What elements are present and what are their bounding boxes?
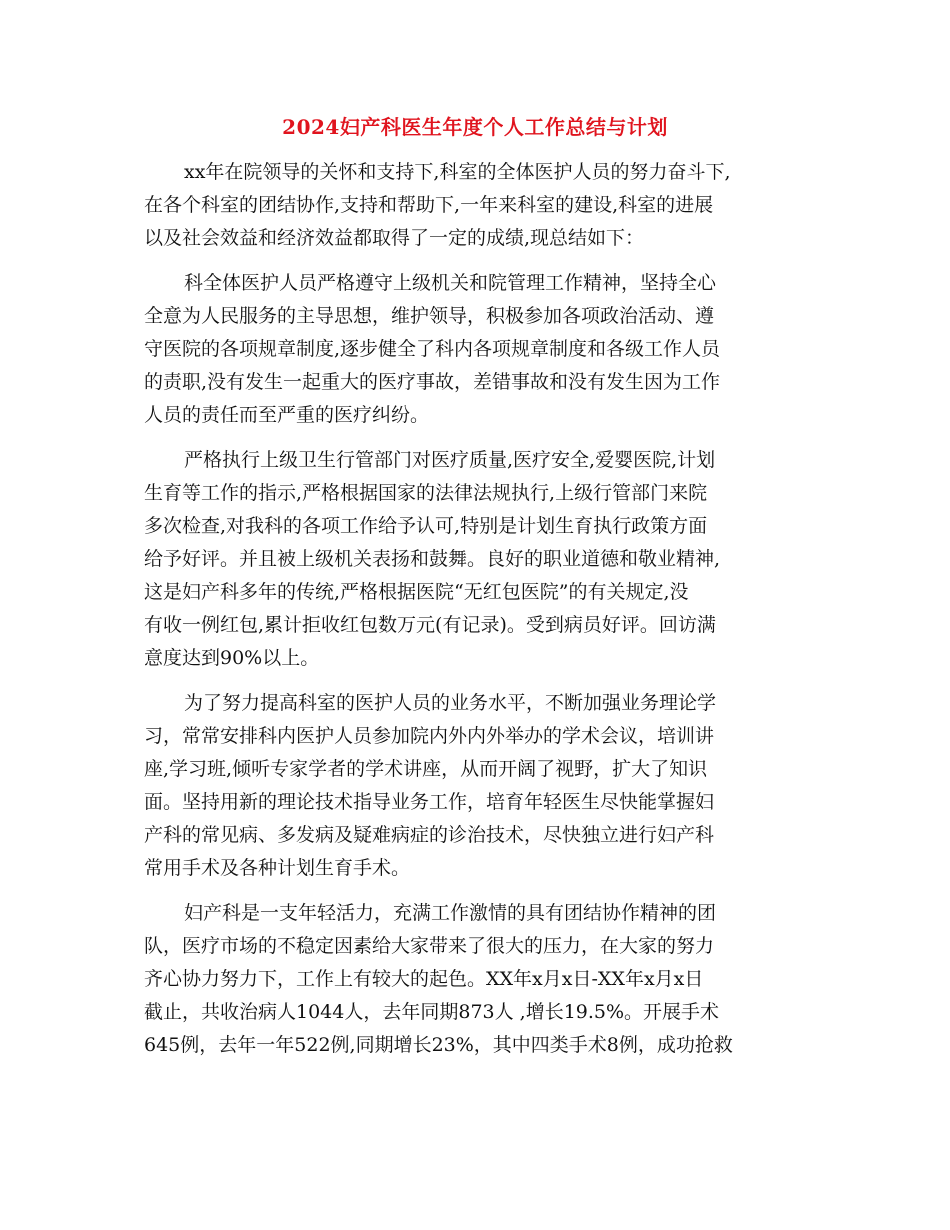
text-line: 在各个科室的团结协作,支持和帮助下,一年来科室的建设,科室的进展 bbox=[144, 194, 714, 216]
text-line: 常用手术及各种计划生育手术。 bbox=[144, 857, 411, 879]
text-line: 以及社会效益和经济效益都取得了一定的成绩,现总结如下： bbox=[144, 227, 645, 249]
text-line: xx年在院领导的关怀和支持下,科室的全体医护人员的努力奋斗下, bbox=[184, 161, 731, 183]
paragraph bbox=[144, 444, 824, 675]
text-line: 给予好评。并且被上级机关表扬和鼓舞。良好的职业道德和敬业精神, bbox=[144, 548, 721, 570]
text-line: 全意为人民服务的主导思想，维护领导，积极参加各项政治活动、遵 bbox=[144, 305, 715, 327]
text-line: 科全体医护人员严格遵守上级机关和院管理工作精神，坚持全心 bbox=[184, 272, 717, 294]
text-line: 的责职,没有发生一起重大的医疗事故，差错事故和没有发生因为工作 bbox=[144, 371, 721, 393]
paragraph bbox=[144, 687, 824, 885]
text-line: 产科的常见病、多发病及疑难病症的诊治技术，尽快独立进行妇产科 bbox=[144, 824, 715, 846]
document-title: 2024妇产科医生年度个人工作总结与计划 bbox=[282, 115, 668, 139]
text-line: 队，医疗市场的不稳定因素给大家带来了很大的压力，在大家的努力 bbox=[144, 935, 715, 957]
text-line: 生育等工作的指示,严格根据国家的法律法规执行,上级行管部门来院 bbox=[144, 482, 708, 504]
text-line: 习，常常安排科内医护人员参加院内外内外举办的学术会议，培训讲 bbox=[144, 725, 715, 747]
text-line: 守医院的各项规章制度,逐步健全了科内各项规章制度和各级工作人员 bbox=[144, 338, 721, 360]
text-line: 多次检查,对我科的各项工作给予认可,特别是计划生育执行政策方面 bbox=[144, 515, 708, 537]
text-line: 为了努力提高科室的医护人员的业务水平，不断加强业务理论学 bbox=[184, 692, 717, 714]
text-line: 这是妇产科多年的传统,严格根据医院“无红包医院”的有关规定,没 bbox=[144, 581, 689, 603]
document-body bbox=[144, 156, 824, 1074]
text-line: 截止，共收治病人1044人，去年同期873人 ,增长19.5%。开展手术 bbox=[144, 1001, 720, 1023]
text-line: 人员的责任而至严重的医疗纠纷。 bbox=[144, 404, 430, 426]
text-line: 面。坚持用新的理论技术指导业务工作，培育年轻医生尽快能掌握妇 bbox=[144, 791, 715, 813]
text-line: 齐心协力努力下，工作上有较大的起色。XX年x月x日-XX年x月x日 bbox=[144, 968, 704, 990]
text-line: 意度达到90%以上。 bbox=[144, 647, 320, 669]
text-line: 645例，去年一年522例,同期增长23%，其中四类手术8例，成功抢救 bbox=[144, 1034, 733, 1056]
paragraph bbox=[144, 156, 824, 255]
text-line: 座,学习班,倾听专家学者的学术讲座，从而开阔了视野，扩大了知识 bbox=[144, 758, 708, 780]
paragraph bbox=[144, 267, 824, 432]
text-line: 妇产科是一支年轻活力，充满工作激情的具有团结协作精神的团 bbox=[184, 902, 717, 924]
text-line: 有收一例红包,累计拒收红包数万元(有记录)。受到病员好评。回访满 bbox=[144, 614, 716, 636]
text-line: 严格执行上级卫生行管部门对医疗质量,医疗安全,爱婴医院,计划 bbox=[184, 449, 716, 471]
paragraph bbox=[144, 897, 824, 1062]
